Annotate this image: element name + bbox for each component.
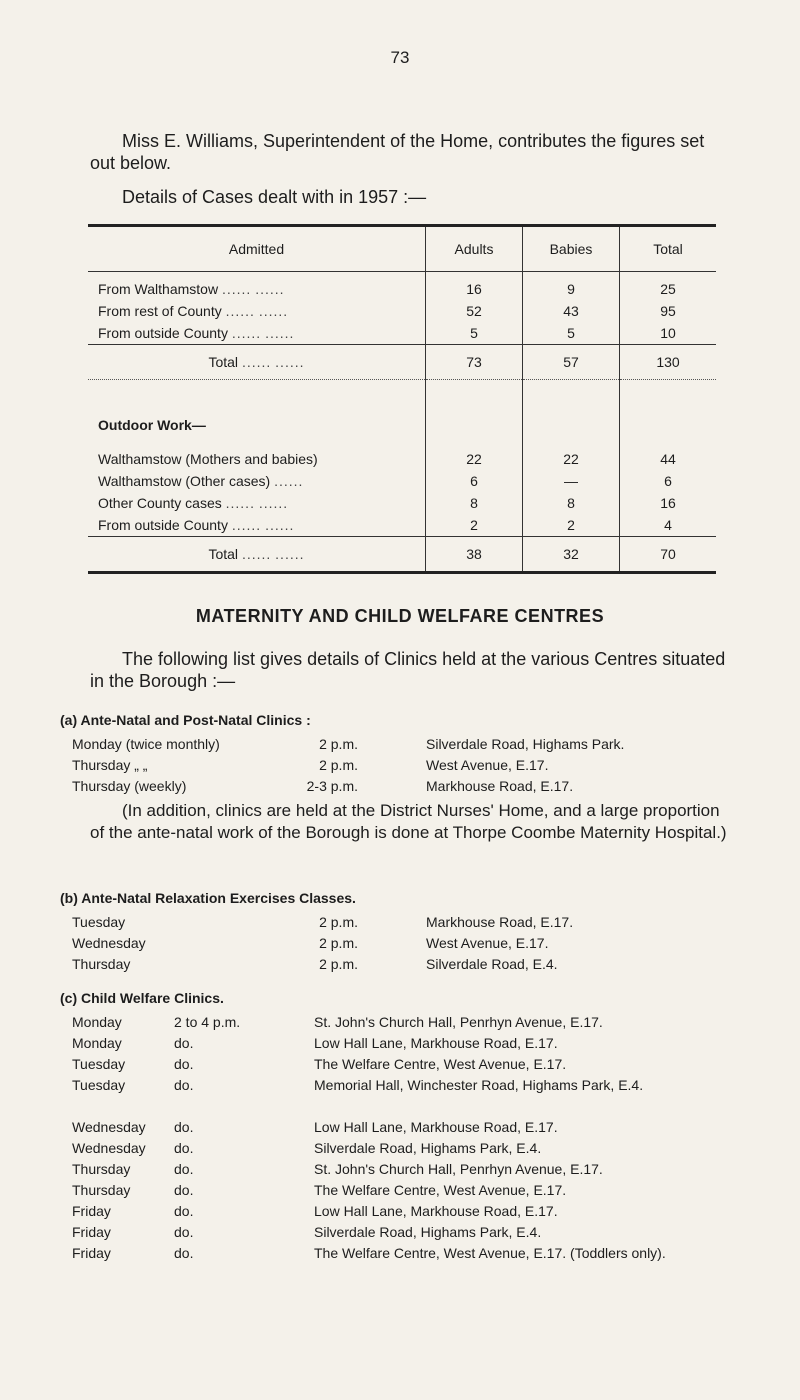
cell-babies: 57 xyxy=(523,345,620,380)
section-c-place: Silverdale Road, Highams Park, E.4. xyxy=(314,1224,542,1240)
cell-total: 4 xyxy=(620,514,717,537)
section-c-time: do. xyxy=(174,1224,194,1240)
section-c-place: Memorial Hall, Winchester Road, Highams Park, E.4. xyxy=(314,1077,644,1093)
section-c-day: Thursday xyxy=(72,1161,131,1177)
table-spacer-row xyxy=(88,380,716,415)
section-c-time: do. xyxy=(174,1119,194,1135)
section-a-label: (a) Ante-Natal and Post-Natal Clinics : xyxy=(60,712,311,728)
section-c-time: do. xyxy=(174,1140,194,1156)
section-c-day: Friday xyxy=(72,1245,111,1261)
cell-adults: 6 xyxy=(426,470,523,492)
section-a-time: 2 p.m. xyxy=(319,736,358,752)
row-label: Other County cases ...... ...... xyxy=(98,495,289,511)
section-b-place: Silverdale Road, E.4. xyxy=(426,956,558,972)
section-a-place: West Avenue, E.17. xyxy=(426,757,549,773)
details-caption: Details of Cases dealt with in 1957 :— xyxy=(122,187,427,207)
cell-total: 70 xyxy=(620,537,717,573)
cell-adults: 38 xyxy=(426,537,523,573)
outdoor-heading-row xyxy=(88,414,716,436)
cell-total: 10 xyxy=(620,322,717,345)
section-c-day: Tuesday xyxy=(72,1056,126,1072)
cell-adults: 2 xyxy=(426,514,523,537)
header-babies: Babies xyxy=(523,226,620,272)
section-a-time: 2 p.m. xyxy=(319,757,358,773)
page-number: 73 xyxy=(390,48,410,67)
section-c-day: Monday xyxy=(72,1014,122,1030)
cell-adults: 22 xyxy=(426,436,523,470)
cell-adults: 16 xyxy=(426,272,523,301)
cell-total: 44 xyxy=(620,436,717,470)
cell-babies: 22 xyxy=(523,436,620,470)
row-label: From rest of County ...... ...... xyxy=(98,303,289,319)
table-header-row xyxy=(88,226,716,272)
section-c-time: do. xyxy=(174,1245,194,1261)
row-label: Walthamstow (Mothers and babies) xyxy=(98,451,318,467)
section-c-day: Friday xyxy=(72,1224,111,1240)
section-c-place: Low Hall Lane, Markhouse Road, E.17. xyxy=(314,1119,558,1135)
row-label: From outside County ...... ...... xyxy=(98,325,295,341)
section-b-day: Tuesday xyxy=(72,914,126,930)
table-row xyxy=(88,322,716,345)
cell-adults: 52 xyxy=(426,300,523,322)
section-b-day: Thursday xyxy=(72,956,131,972)
section-c-time: do. xyxy=(174,1035,194,1051)
cell-total: 130 xyxy=(620,345,717,380)
section-b-place: Markhouse Road, E.17. xyxy=(426,914,574,930)
section-a-day: Monday (twice monthly) xyxy=(72,736,220,752)
table-total-row xyxy=(88,345,716,380)
section-a-day: Thursday (weekly) xyxy=(72,778,187,794)
cell-babies: 2 xyxy=(523,514,620,537)
section-c-place: The Welfare Centre, West Avenue, E.17. xyxy=(314,1056,567,1072)
section-c-day: Wednesday xyxy=(72,1119,146,1135)
table-row xyxy=(88,436,716,470)
header-adults: Adults xyxy=(426,226,523,272)
table-row xyxy=(88,470,716,492)
row-label: Total ...... ...... xyxy=(88,537,426,573)
intro-paragraph: Miss E. Williams, Superintendent of the Home, contributes the figures set out below. xyxy=(90,131,705,173)
cell-babies: 5 xyxy=(523,322,620,345)
cases-table xyxy=(88,224,716,574)
section-c-place: The Welfare Centre, West Avenue, E.17. xyxy=(314,1182,567,1198)
cell-babies: 9 xyxy=(523,272,620,301)
row-label: Total ...... ...... xyxy=(88,345,426,380)
cell-total: 6 xyxy=(620,470,717,492)
section-c-time: do. xyxy=(174,1056,194,1072)
section-b-place: West Avenue, E.17. xyxy=(426,935,549,951)
cell-total: 16 xyxy=(620,492,717,514)
section-a-day: Thursday „ „ xyxy=(72,757,148,773)
row-label: From outside County ...... ...... xyxy=(98,517,295,533)
section-a-place: Markhouse Road, E.17. xyxy=(426,778,574,794)
table-row xyxy=(88,492,716,514)
section-heading: MATERNITY AND CHILD WELFARE CENTRES xyxy=(195,606,605,626)
section-c-label: (c) Child Welfare Clinics. xyxy=(60,990,224,1006)
outdoor-heading: Outdoor Work— xyxy=(98,417,206,433)
centres-intro: The following list gives details of Clinics held at the various Centres situated in the Borough :— xyxy=(90,649,726,691)
cell-adults: 5 xyxy=(426,322,523,345)
cell-babies: 8 xyxy=(523,492,620,514)
cell-babies: 32 xyxy=(523,537,620,573)
cell-adults: 73 xyxy=(426,345,523,380)
section-b-time: 2 p.m. xyxy=(319,935,358,951)
table-total-row xyxy=(88,537,716,573)
cell-total: 25 xyxy=(620,272,717,301)
addition-note: (In addition, clinics are held at the District Nurses' Home, and a large proportion of the ante-natal work of the Borough is done at Thorpe Coombe Maternity Hospital.) xyxy=(90,801,727,842)
cell-adults: 8 xyxy=(426,492,523,514)
cell-total: 95 xyxy=(620,300,717,322)
section-c-time: do. xyxy=(174,1161,194,1177)
table-row xyxy=(88,514,716,537)
cell-babies: 43 xyxy=(523,300,620,322)
section-a-time: 2-3 p.m. xyxy=(306,778,358,794)
section-c-time: do. xyxy=(174,1182,194,1198)
row-label: From Walthamstow ...... ...... xyxy=(98,281,285,297)
header-total: Total xyxy=(620,226,717,272)
cell-babies: — xyxy=(523,470,620,492)
section-c-day: Tuesday xyxy=(72,1077,126,1093)
table-row xyxy=(88,272,716,301)
section-c-time: do. xyxy=(174,1203,194,1219)
section-c-place: Low Hall Lane, Markhouse Road, E.17. xyxy=(314,1203,558,1219)
section-b-time: 2 p.m. xyxy=(319,956,358,972)
section-c-place: Silverdale Road, Highams Park, E.4. xyxy=(314,1140,542,1156)
section-c-time: do. xyxy=(174,1077,194,1093)
section-c-time: 2 to 4 p.m. xyxy=(174,1014,241,1030)
section-c-day: Monday xyxy=(72,1035,122,1051)
section-c-day: Friday xyxy=(72,1203,111,1219)
section-b-day: Wednesday xyxy=(72,935,146,951)
section-a-place: Silverdale Road, Highams Park. xyxy=(426,736,625,752)
header-admitted: Admitted xyxy=(88,226,426,272)
section-c-place: St. John's Church Hall, Penrhyn Avenue, E.17. xyxy=(314,1014,603,1030)
table-row xyxy=(88,300,716,322)
section-c-place: Low Hall Lane, Markhouse Road, E.17. xyxy=(314,1035,558,1051)
row-label: Walthamstow (Other cases) ...... xyxy=(98,473,304,489)
section-c-place: The Welfare Centre, West Avenue, E.17. (Toddlers only). xyxy=(314,1245,666,1261)
section-b-time: 2 p.m. xyxy=(319,914,358,930)
section-c-day: Wednesday xyxy=(72,1140,146,1156)
section-c-day: Thursday xyxy=(72,1182,131,1198)
section-c-place: St. John's Church Hall, Penrhyn Avenue, E.17. xyxy=(314,1161,603,1177)
section-b-label: (b) Ante-Natal Relaxation Exercises Classes. xyxy=(60,890,356,906)
